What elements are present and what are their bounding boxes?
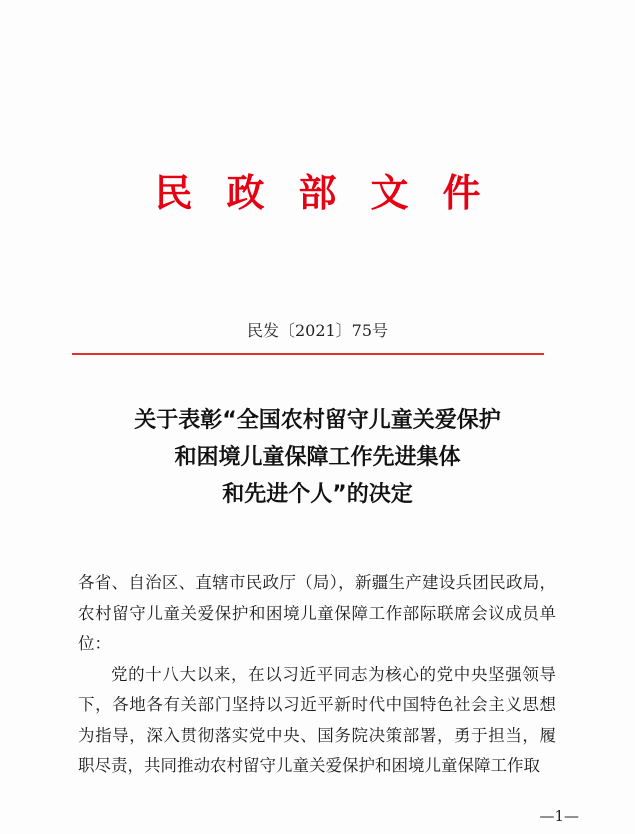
document-title xyxy=(0,402,635,513)
body-paragraph-1: 党的十八大以来，在以习近平同志为核心的党中央坚强领导下，各地各有关部门坚持以习近平新时代中国特色社会主义思想为指导，深入贯彻落实党中央、国务院决策部署，勇于担当，履职尽责，共同推动农村留守儿童关爱保护和困境儿童保障工作取 xyxy=(78,664,556,775)
red-divider-line xyxy=(72,353,544,355)
document-number: 民发〔2021〕75号 xyxy=(246,321,389,340)
document-body xyxy=(78,568,556,782)
recipients-paragraph: 各省、自治区、直辖市民政厅（局），新疆生产建设兵团民政局，农村留守儿童关爱保护和困境儿童保障工作部际联席会议成员单位： xyxy=(78,573,556,653)
title-line-3: 和先进个人”的决定 xyxy=(222,482,413,507)
title-line-1: 关于表彰“全国农村留守儿童关爱保护 xyxy=(134,408,501,433)
title-line-2: 和困境儿童保障工作先进集体 xyxy=(174,445,461,470)
page-number: —1— xyxy=(539,807,579,825)
issuer-header: 民政部文件 xyxy=(154,170,515,215)
